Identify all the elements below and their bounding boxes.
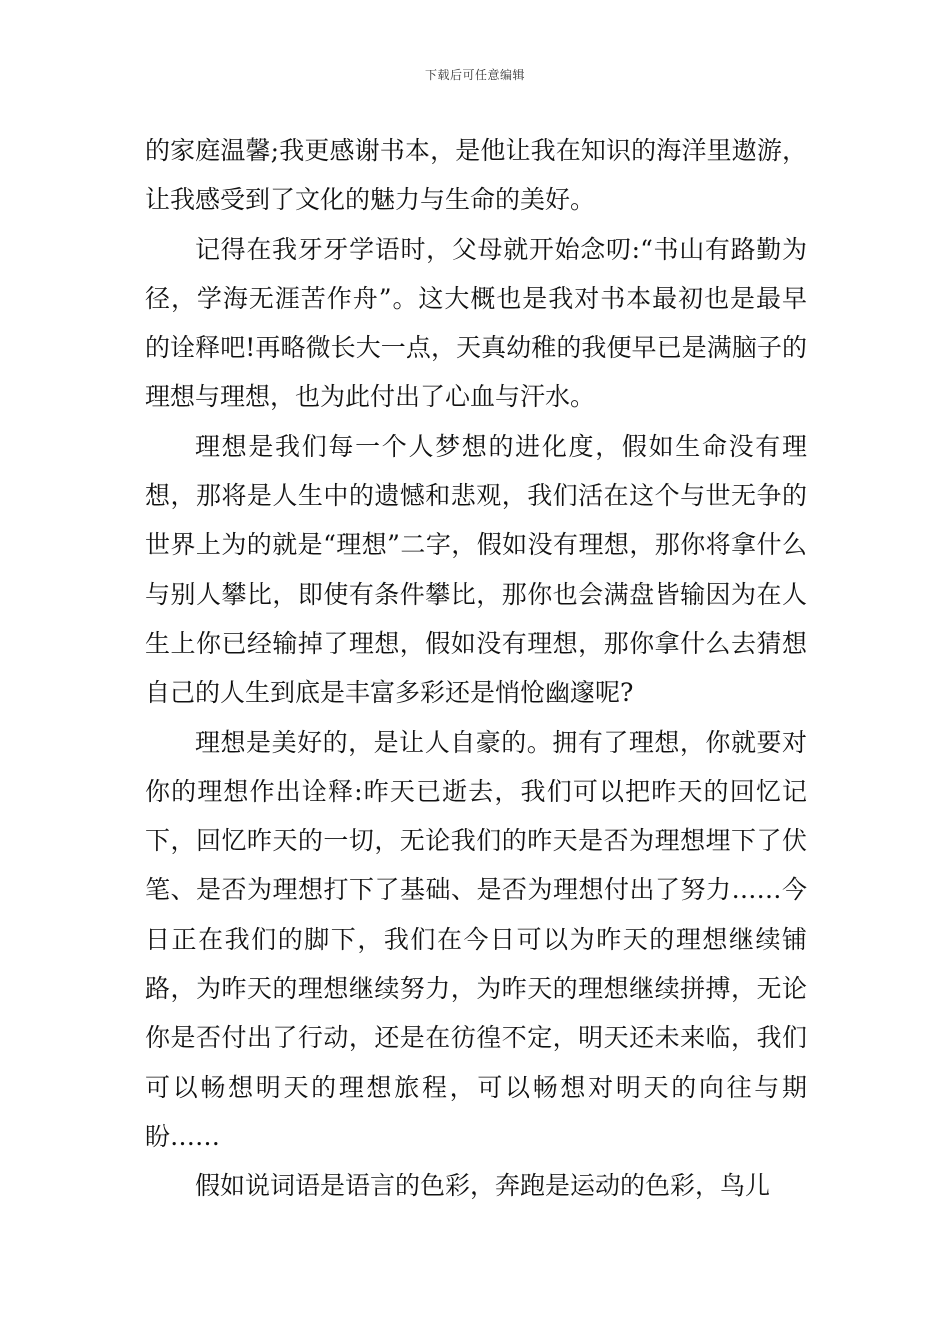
paragraph-2: 记得在我牙牙学语时，父母就开始念叨:“书山有路勤为径，学海无涯苦作舟”。这大概也是我对书本最初也是最早的诠释吧!再略微长大一点，天真幼稚的我便早已是满脑子的理想与理想，也为此付出了心血与汗水。 [145, 234, 807, 412]
paragraph-3: 理想是我们每一个人梦想的进化度，假如生命没有理想，那将是人生中的遗憾和悲观，我们活在这个与世无争的世界上为的就是“理想”二字，假如没有理想，那你将拿什么与别人攀比，即使有条件攀比，那你也会满盘皆输因为在人生上你已经输掉了理想，假如没有理想，那你拿什么去猜想自己的人生到底是丰富多彩还是悄怆幽邃呢? [145, 431, 807, 708]
document-body [145, 126, 807, 1211]
paragraph-4: 理想是美好的，是让人自豪的。拥有了理想，你就要对你的理想作出诠释:昨天已逝去，我们可以把昨天的回忆记下，回忆昨天的一切，无论我们的昨天是否为理想埋下了伏笔、是否为理想打下了基础、是否为理想付出了努力……今日正在我们的脚下，我们在今日可以为昨天的理想继续铺路，为昨天的理想继续努力，为昨天的理想继续拼搏，无论你是否付出了行动，还是在彷徨不定，明天还未来临，我们可以畅想明天的理想旅程，可以畅想对明天的向往与期盼…… [145, 727, 807, 1151]
page-header: 下载后可任意编辑 [424, 68, 525, 82]
paragraph-1: 的家庭温馨;我更感谢书本，是他让我在知识的海洋里遨游，让我感受到了文化的魅力与生命的美好。 [145, 136, 807, 215]
paragraph-5: 假如说词语是语言的色彩，奔跑是运动的色彩，鸟儿 [195, 1171, 771, 1201]
